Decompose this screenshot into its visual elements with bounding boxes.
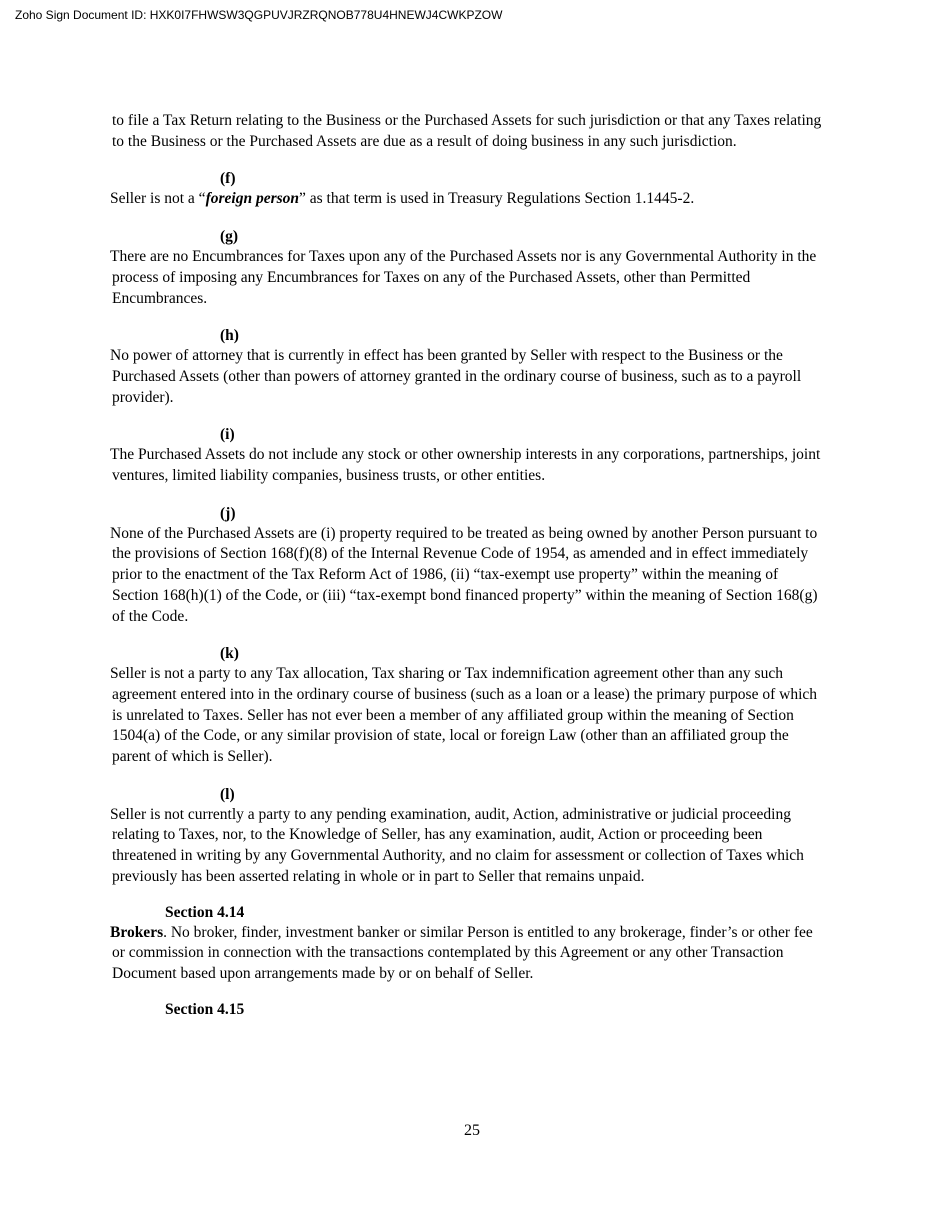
section-body: . No broker, finder, investment banker or similar Person is entitled to any brokerage, finder’s or other fee or commission in connection with the transactions contemplated by this Agreement or any other Transaction Document based upon arrangements made by or on behalf of Seller. bbox=[112, 923, 813, 982]
item-text: Seller is not a party to any Tax allocation, Tax sharing or Tax indemnification agreement other than any such agreement entered into in the ordinary course of business (such as a loan or a lease) the primary purpose of which is unrelated to Taxes. Seller has not ever been a member of any affiliated group within the meaning of Section 1504(a) of the Code, or any similar provision of state, local or foreign Law (other than an affiliated group the parent of which is Seller). bbox=[110, 665, 818, 766]
item-text: None of the Purchased Assets are (i) property required to be treated as being owned by another Person pursuant to the provisions of Section 168(f)(8) of the Internal Revenue Code of 1954, as amended and in effect immediately prior to the enactment of the Tax Reform Act of 1986, (ii) “tax-exempt use property” within the meaning of Section 168(h)(1) of the Code, or (iii) “tax-exempt bond financed property” within the meaning of Section 168(g) of the Code. bbox=[110, 524, 818, 625]
item-k bbox=[110, 644, 826, 768]
item-text-emphasis: foreign person bbox=[205, 190, 300, 208]
item-text bbox=[110, 189, 826, 210]
section-4-15 bbox=[110, 1000, 826, 1020]
item-h bbox=[110, 326, 826, 408]
item-marker: (k) bbox=[220, 645, 239, 663]
section-4-14 bbox=[110, 903, 826, 985]
item-text-pre: Seller is not a “ bbox=[110, 190, 206, 208]
item-text: There are no Encumbrances for Taxes upon any of the Purchased Assets nor is any Governmental Authority in the process of imposing any Encumbrances for Taxes on any of the Purchased Assets, other than Permitted Encumbrances. bbox=[110, 248, 817, 307]
item-text-post: ” as that term is used in Treasury Regulations Section 1.1445-2. bbox=[299, 190, 695, 208]
item-marker: (f) bbox=[220, 170, 236, 188]
item-g bbox=[110, 227, 826, 309]
page-body bbox=[110, 111, 826, 1020]
item-text: No power of attorney that is currently in effect has been granted by Seller with respect to the Business or the Purchased Assets (other than powers of attorney granted in the ordinary course of business, such as to a payroll provider). bbox=[110, 347, 802, 406]
item-text: The Purchased Assets do not include any stock or other ownership interests in any corporations, partnerships, joint ventures, limited liability companies, business trusts, or other entities. bbox=[110, 446, 821, 485]
document-id: Zoho Sign Document ID: HXK0I7FHWSW3QGPUVJRZRQNOB778U4HNEWJ4CWKPZOW bbox=[15, 8, 503, 22]
item-j bbox=[110, 504, 826, 628]
page-number: 25 bbox=[464, 1122, 480, 1139]
item-marker: (i) bbox=[220, 426, 235, 444]
section-heading: Section 4.14 bbox=[165, 903, 245, 921]
section-heading: Section 4.15 bbox=[165, 1000, 245, 1018]
item-marker: (g) bbox=[220, 228, 239, 246]
item-f bbox=[110, 169, 826, 210]
item-l bbox=[110, 785, 826, 888]
continuation-paragraph: to file a Tax Return relating to the Business or the Purchased Assets for such jurisdiction or that any Taxes relating to the Business or the Purchased Assets are due as a result of doing business in any such jurisdiction. bbox=[112, 112, 822, 150]
item-i bbox=[110, 425, 826, 486]
section-text bbox=[110, 923, 826, 985]
item-marker: (j) bbox=[220, 504, 236, 522]
section-title: Brokers bbox=[110, 923, 164, 941]
item-marker: (l) bbox=[220, 785, 235, 803]
item-marker: (h) bbox=[220, 327, 239, 345]
item-text: Seller is not currently a party to any pending examination, audit, Action, administrative or judicial proceeding relating to Taxes, nor, to the Knowledge of Seller, has any examination, audit, Action or proceeding been threatened in writing by any Governmental Authority, and no claim for assessment or collection of Taxes which previously has been asserted relating in whole or in part to Seller that remains unpaid. bbox=[110, 805, 804, 885]
